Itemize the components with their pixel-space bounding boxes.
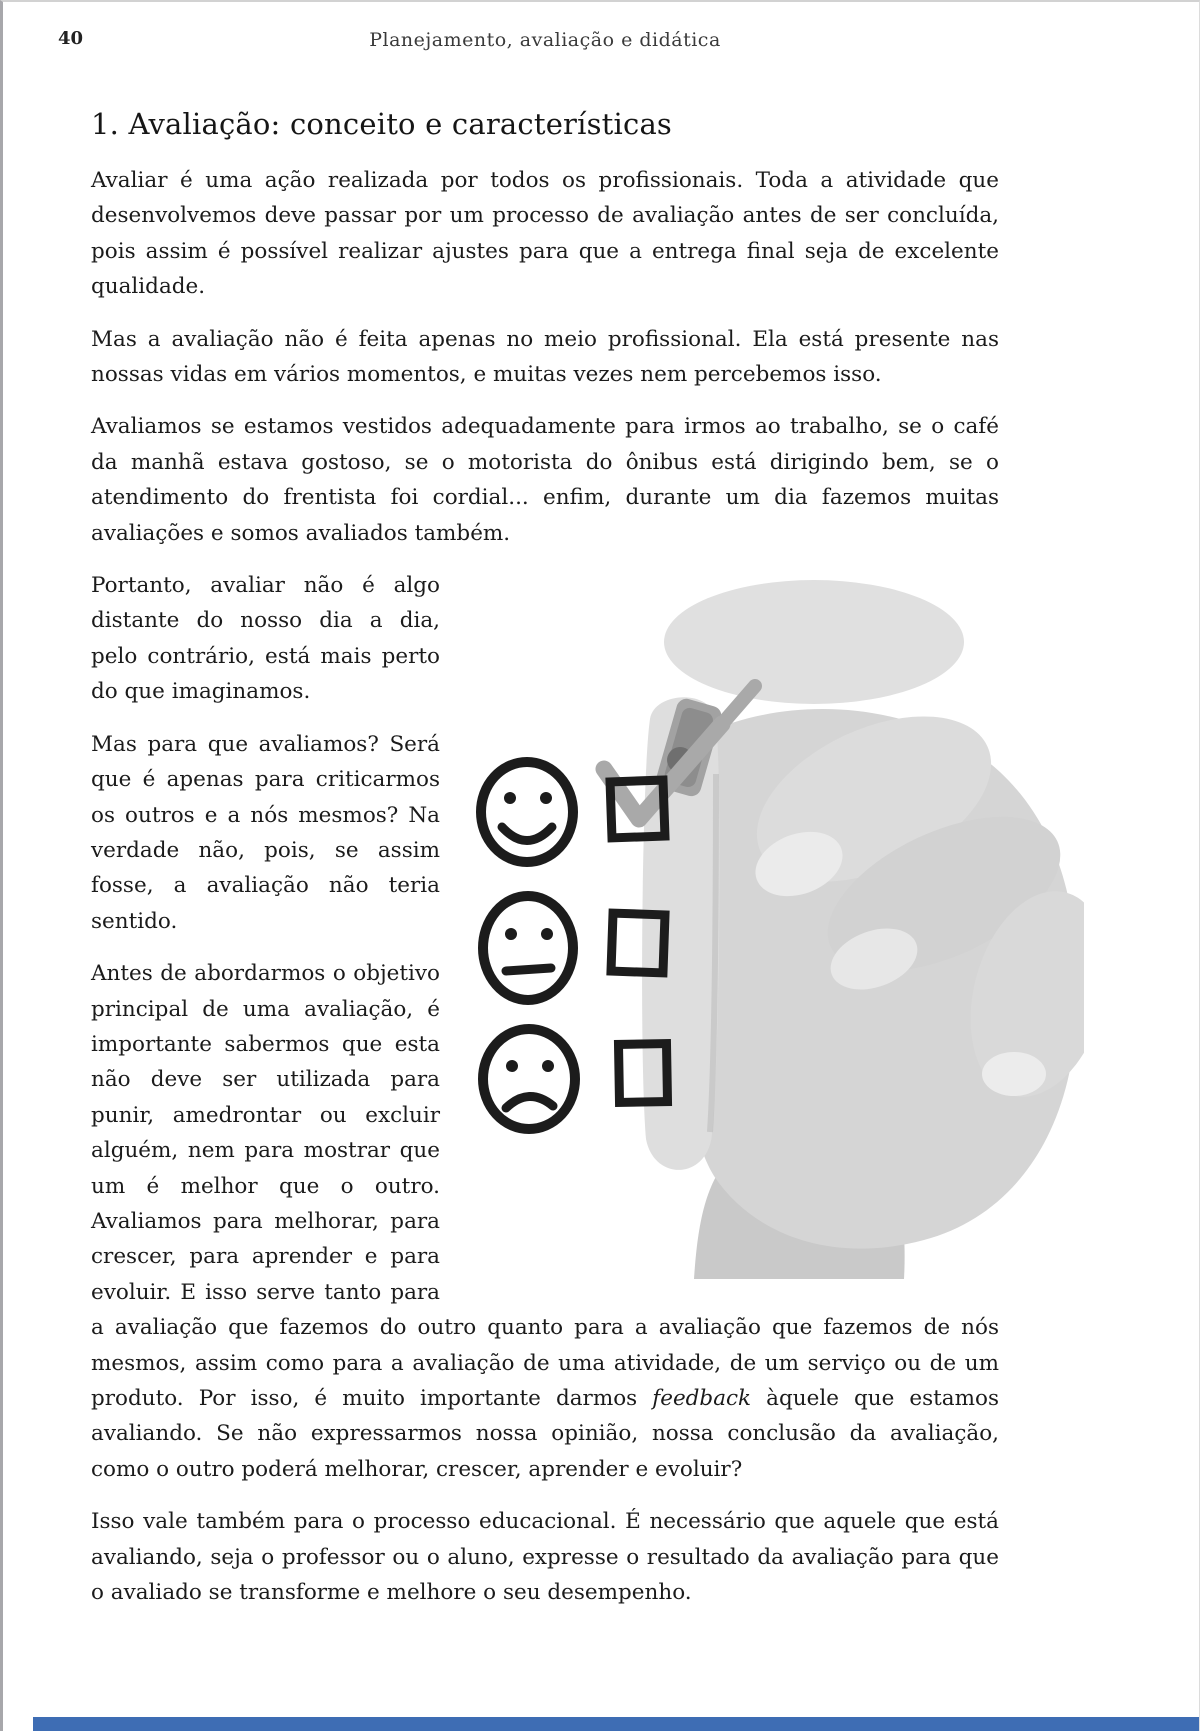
paragraph-1: Avaliar é uma ação realizada por todos os profissionais. Toda a atividade que desenvolvemos deve passar por um processo de avaliação antes de ser concluída, pois assim é possível realizar ajustes para que a entrega final seja de excelente qualidade. [91,168,999,300]
paragraph-7: Isso vale também para o processo educacional. É necessário que aquele que está avaliando, seja o professor ou o aluno, expresse o resultado da avaliação para que o avaliado se transforme e melhore o seu desempenho. [91,1509,999,1606]
fingernail [982,1052,1046,1096]
paragraph-2: Mas a avaliação não é feita apenas no meio profissional. Ela está presente nas nossas vidas em vários momentos, e muitas vezes nem percebemos isso. [91,326,999,388]
paragraph-6-text-end: àquele que estamos avaliando. Se não expressarmos nossa opinião, nossa conclusão da avaliação, como o outro poderá melhorar, crescer, aprender e evoluir? [91,1386,999,1482]
section-title: 1. Avaliação: conceito e características [91,107,673,141]
feedback-italic: feedback [652,1386,752,1411]
hand-photo [642,683,1084,1279]
page-number: 40 [58,28,84,49]
running-header-title: Planejamento, avaliação e didática [369,29,721,51]
paragraph-5: Mas para que avaliamos? Será que é apenas para criticarmos os outros e a nós mesmos? Na verdade não, pois, se assim fosse, a avaliação não teria sentido. [91,731,440,934]
thumb [664,580,964,704]
footer-accent-bar [33,1717,1199,1731]
paragraph-3: Avaliamos se estamos vestidos adequadamente para irmos ao trabalho, se o café da manhã estava gostoso, se o motorista do ônibus está dirigindo bem, se o atendimento do frentista foi cordial... enfim, durante um dia fazemos muitas avaliações e somos avaliados também. [91,414,999,546]
hand-checklist-illustration [454,574,1084,1279]
page-content [3,107,1199,1610]
running-head [3,2,1199,60]
paragraph-4: Portanto, avaliar não é algo distante do nosso dia a dia, pelo contrário, está mais perto do que imaginamos. [91,573,440,705]
happy-face-icon [481,762,573,862]
paragraph-6-text: Antes de abordarmos o objetivo principal de uma avaliação, é importante sabermos que esta não deve ser utilizada para punir, amedrontar ou excluir alguém, nem para mostrar que um é melhor que o outro. Avaliamos para melhorar, para crescer, para aprender e para evoluir. E isso serve tanto para a avaliação que fazemos do outro quanto para a avaliação que fazemos de nós mesmos, assim como para a avaliação de uma atividade, de um serviço ou de um produto. Por isso, é muito importante darmos [91,961,999,1411]
sad-face-icon [483,1029,575,1129]
neutral-face-icon [483,896,573,1000]
hand-checklist-figure [454,574,1084,1279]
